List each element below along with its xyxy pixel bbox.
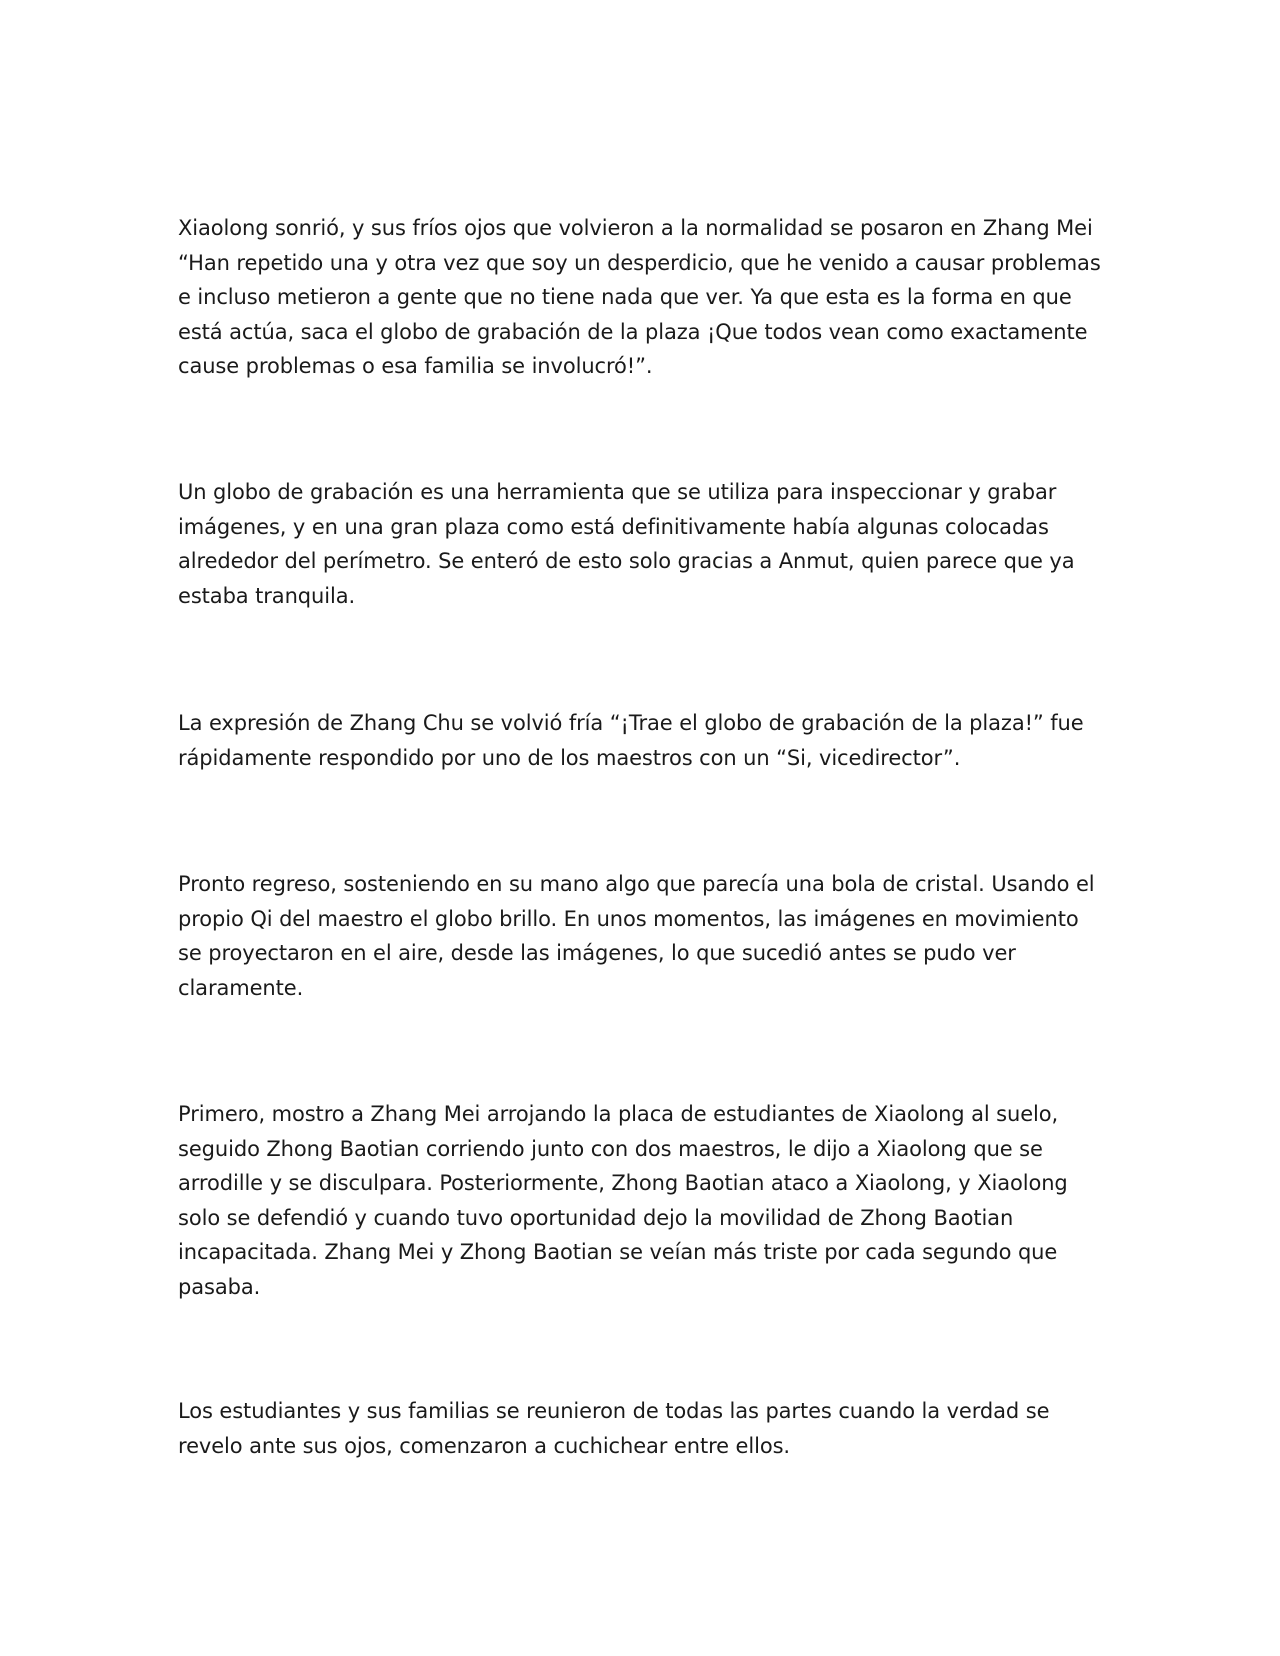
paragraph-6: Los estudiantes y sus familias se reunieron de todas las partes cuando la verdad se revelo ante sus ojos, comenzaron a cuchichear entre ellos. bbox=[178, 1399, 1050, 1458]
paragraph-5: Primero, mostro a Zhang Mei arrojando la placa de estudiantes de Xiaolong al suelo, seguido Zhong Baotian corriendo junto con dos maestros, le dijo a Xiaolong que se arrodille y se disculpara. Posteriormente, Zhong Baotian ataco a Xiaolong, y Xiaolong solo se defendió y cuando tuvo oportunidad dejo la movilidad de Zhong Baotian incapacitada. Zhang Mei y Zhong Baotian se veían más triste por cada segundo que pasaba. bbox=[178, 1102, 1068, 1299]
paragraph-1: Xiaolong sonrió, y sus fríos ojos que volvieron a la normalidad se posaron en Zhang Mei “Han repetido una y otra vez que soy un desperdicio, que he venido a causar problemas e incluso metieron a gente que no tiene nada que ver. Ya que esta es la forma en que está actúa, saca el globo de grabación de la plaza ¡Que todos vean como exactamente cause problemas o esa familia se involucró!”. bbox=[178, 216, 1101, 378]
paragraph-3: La expresión de Zhang Chu se volvió fría “¡Trae el globo de grabación de la plaza!” fue rápidamente respondido por uno de los maestros con un “Si, vicedirector”. bbox=[178, 711, 1084, 770]
paragraph-2: Un globo de grabación es una herramienta que se utiliza para inspeccionar y grabar imágenes, y en una gran plaza como está definitivamente había algunas colocadas alrededor del perímetro. Se enteró de esto solo gracias a Anmut, quien parece que ya estaba tranquila. bbox=[178, 480, 1075, 608]
paragraph-4: Pronto regreso, sosteniendo en su mano algo que parecía una bola de cristal. Usando el propio Qi del maestro el globo brillo. En unos momentos, las imágenes en movimiento se proyectaron en el aire, desde las imágenes, lo que sucedió antes se pudo ver claramente. bbox=[178, 872, 1095, 1000]
